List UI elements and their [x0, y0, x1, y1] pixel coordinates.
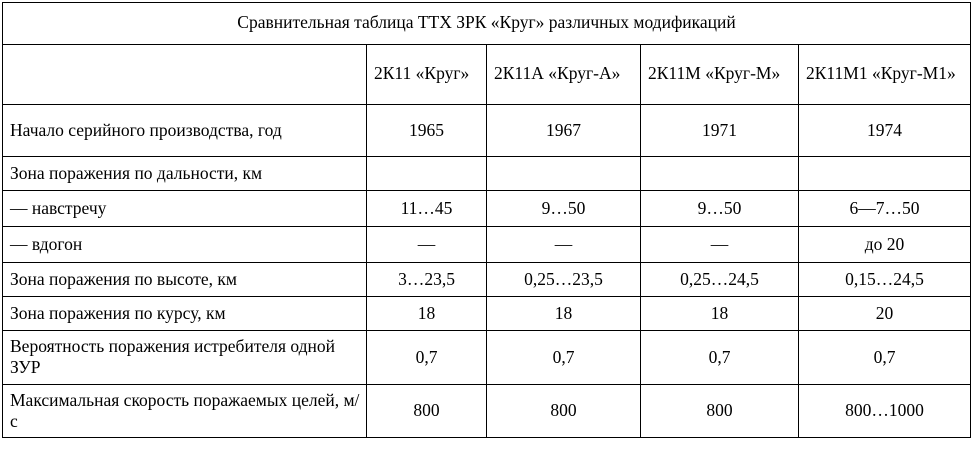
cell-value: 0,7 — [487, 331, 641, 385]
cell-value: — — [487, 227, 641, 263]
table-title: Сравнительная таблица ТТХ ЗРК «Круг» различных модификаций — [3, 3, 971, 45]
cell-value: 0,15…24,5 — [799, 263, 971, 297]
cell-value: 0,25…23,5 — [487, 263, 641, 297]
table-row — [3, 331, 971, 385]
cell-value: 9…50 — [487, 191, 641, 227]
cell-value: 1971 — [641, 105, 799, 157]
table-row — [3, 227, 971, 263]
cell-value: 18 — [487, 297, 641, 331]
row-label: Вероятность поражения истребителя одной ЗУР — [3, 331, 367, 385]
cell-value: 9…50 — [641, 191, 799, 227]
cell-value: 800…1000 — [799, 384, 971, 438]
cell-value: до 20 — [799, 227, 971, 263]
cell-value: 1974 — [799, 105, 971, 157]
cell-value: 1965 — [367, 105, 487, 157]
cell-value — [799, 157, 971, 191]
comparison-table — [2, 2, 971, 438]
cell-value — [641, 157, 799, 191]
cell-value: 20 — [799, 297, 971, 331]
cell-value: — — [367, 227, 487, 263]
cell-value: 800 — [641, 384, 799, 438]
row-label: Начало серийного производства, год — [3, 105, 367, 157]
cell-value: 6—7…50 — [799, 191, 971, 227]
column-header-3: 2К11М «Круг-М» — [641, 45, 799, 105]
table-row — [3, 297, 971, 331]
table-row — [3, 157, 971, 191]
cell-value: 0,25…24,5 — [641, 263, 799, 297]
row-label: Зона поражения по высоте, км — [3, 263, 367, 297]
cell-value: 11…45 — [367, 191, 487, 227]
table-row — [3, 191, 971, 227]
column-header-0 — [3, 45, 367, 105]
cell-value: — — [641, 227, 799, 263]
cell-value: 800 — [487, 384, 641, 438]
row-label: — вдогон — [3, 227, 367, 263]
cell-value: 0,7 — [799, 331, 971, 385]
cell-value — [367, 157, 487, 191]
cell-value: 1967 — [487, 105, 641, 157]
column-header-4: 2К11М1 «Круг-М1» — [799, 45, 971, 105]
cell-value: 0,7 — [367, 331, 487, 385]
cell-value: 18 — [367, 297, 487, 331]
cell-value: 3…23,5 — [367, 263, 487, 297]
table-row — [3, 105, 971, 157]
table-header-row — [3, 45, 971, 105]
row-label: Зона поражения по дальности, км — [3, 157, 367, 191]
cell-value: 18 — [641, 297, 799, 331]
row-label: Зона поражения по курсу, км — [3, 297, 367, 331]
column-header-2: 2К11А «Круг-А» — [487, 45, 641, 105]
cell-value — [487, 157, 641, 191]
row-label: Максимальная скорость поражаемых целей, м/с — [3, 384, 367, 438]
table-row — [3, 263, 971, 297]
table-body — [3, 3, 971, 438]
table-title-row — [3, 3, 971, 45]
table-row — [3, 384, 971, 438]
row-label: — навстречу — [3, 191, 367, 227]
cell-value: 0,7 — [641, 331, 799, 385]
cell-value: 800 — [367, 384, 487, 438]
column-header-1: 2К11 «Круг» — [367, 45, 487, 105]
